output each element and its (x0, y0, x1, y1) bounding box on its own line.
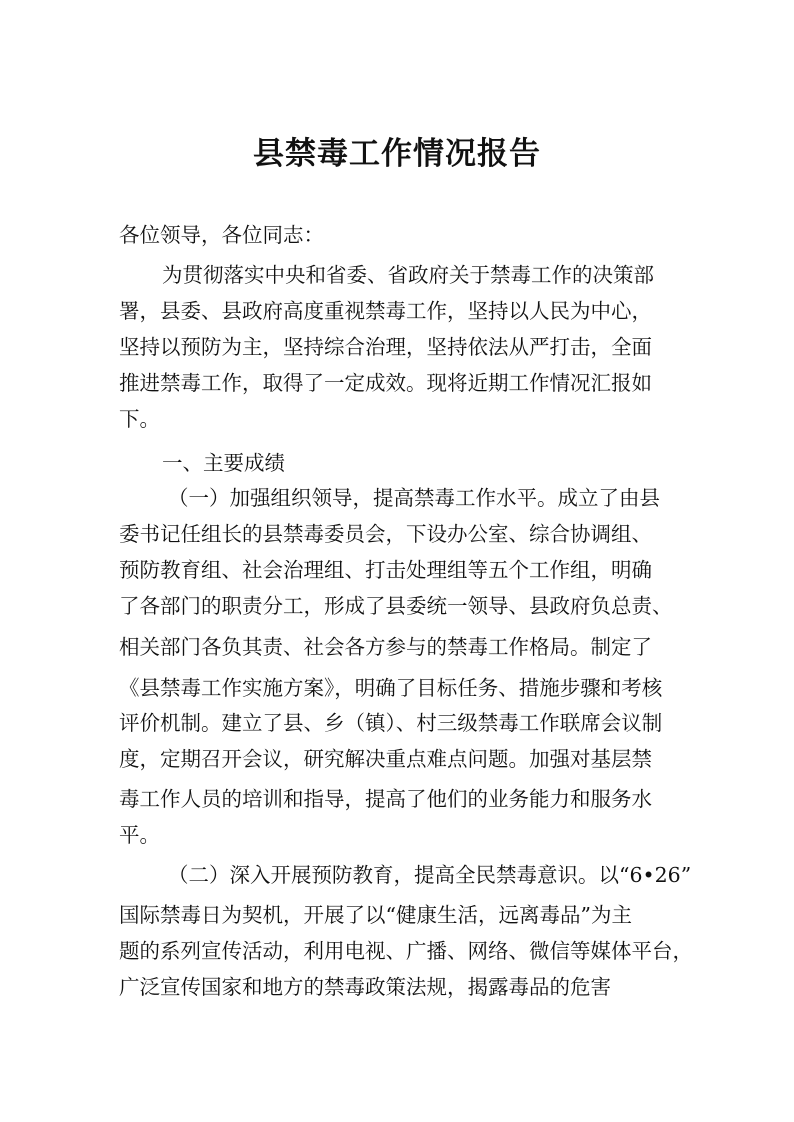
paragraph-line: 下。 (119, 407, 160, 431)
paragraph-line: 为贯彻落实中央和省委、省政府关于禁毒工作的决策部 (162, 263, 654, 287)
paragraph-line: 预防教育组、社会治理组、打击处理组等五个工作组，明确 (119, 558, 652, 582)
paragraph-line: （二）深入开展预防教育，提高全民禁毒意识。以“6•26” (168, 863, 692, 887)
paragraph-line: 广泛宣传国家和地方的禁毒政策法规，揭露毒品的危害 (119, 975, 611, 999)
paragraph-line: 委书记任组长的县禁毒委员会，下设办公室、综合协调组、 (119, 522, 652, 546)
paragraph-line: 国际禁毒日为契机，开展了以“健康生活，远离毒品”为主 (119, 903, 632, 927)
paragraph-line: 题的系列宣传活动，利用电视、广播、网络、微信等媒体平台， (119, 939, 693, 963)
paragraph-line: 坚持以预防为主，坚持综合治理，坚持依法从严打击，全面 (119, 335, 652, 359)
paragraph-line: 毒工作人员的培训和指导，提高了他们的业务能力和服务水 (119, 787, 652, 811)
paragraph-line: （一）加强组织领导，提高禁毒工作水平。成立了由县 (168, 486, 660, 510)
document-title: 县禁毒工作情况报告 (253, 136, 541, 172)
paragraph-line: 了各部门的职责分工，形成了县委统一领导、县政府负总责、 (119, 594, 673, 618)
paragraph-line: 度，定期召开会议，研究解决重点难点问题。加强对基层禁 (119, 747, 652, 771)
paragraph-line: 署，县委、县政府高度重视禁毒工作，坚持以人民为中心， (119, 299, 652, 323)
paragraph-line: 相关部门各负其责、社会各方参与的禁毒工作格局。制定了 (119, 635, 652, 659)
paragraph-line: 《县禁毒工作实施方案》，明确了目标任务、措施步骤和考核 (119, 676, 663, 700)
greeting: 各位领导，各位同志： (119, 223, 324, 247)
paragraph-line: 评价机制。建立了县、乡（镇）、村三级禁毒工作联席会议制 (119, 711, 663, 735)
paragraph-line: 平。 (119, 823, 160, 847)
paragraph-line: 推进禁毒工作，取得了一定成效。现将近期工作情况汇报如 (119, 371, 652, 395)
section-heading: 一、主要成绩 (162, 451, 285, 475)
